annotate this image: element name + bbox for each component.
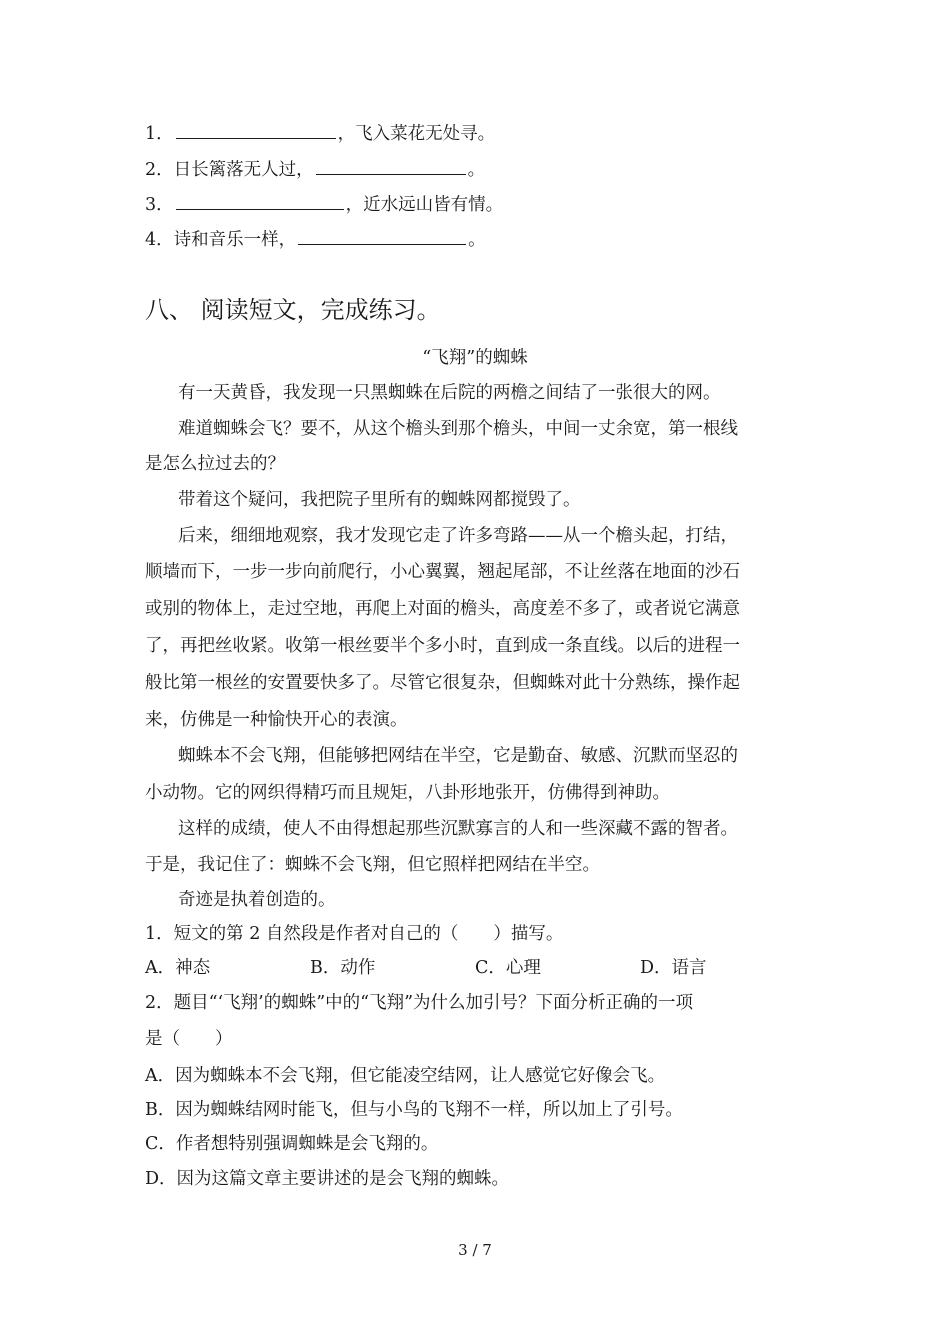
article-title: “飞翔”的蜘蛛 [422, 348, 528, 368]
page-number: 3 / 7 [458, 1241, 492, 1259]
paragraph-line: 是怎么拉过去的？ [145, 454, 285, 474]
question-1-option-d[interactable]: D．语言 [640, 958, 707, 978]
paragraph-line: 或别的物体上，走过空地，再爬上对面的檐头，高度差不多了，或者说它满意 [145, 599, 740, 619]
fill-in-item-4 [145, 228, 805, 252]
fill-in-item-2 [145, 158, 805, 182]
paragraph-line: 这样的成绩，使人不由得想起那些沉默寡言的人和一些深藏不露的智者。 [178, 819, 738, 839]
question-1-option-c[interactable]: C．心理 [475, 958, 541, 978]
question-2-stem: 2．题目“‘飞翔’的蜘蛛”中的“飞翔”为什么加引号？下面分析正确的一项 [145, 993, 694, 1013]
question-1-option-a[interactable]: A．神态 [145, 958, 211, 978]
answer-blank[interactable] [298, 228, 466, 245]
fill-in-item-1 [145, 122, 805, 146]
paragraph-line: 了，再把丝收紧。收第一根丝要半个多小时，直到成一条直线。以后的进程一 [145, 636, 740, 656]
item-number: 1． [145, 124, 174, 144]
item-number: 3． [145, 195, 174, 215]
question-1-option-b[interactable]: B．动作 [310, 958, 376, 978]
section-heading: 八、 阅读短文，完成练习。 [145, 296, 441, 324]
item-text: ，飞入菜花无处寻。 [337, 124, 496, 144]
item-text: ，近水远山皆有情。 [345, 195, 504, 215]
question-2-option-c[interactable]: C．作者想特别强调蜘蛛是会飞翔的。 [145, 1134, 439, 1154]
question-2-stem-cont: 是（ ） [145, 1029, 233, 1049]
paragraph-line: 奇迹是执着创造的。 [178, 890, 336, 910]
question-1-stem: 1．短文的第 2 自然段是作者对自己的（ ）描写。 [145, 924, 564, 944]
fill-in-item-3 [145, 193, 805, 217]
paragraph-line: 带着这个疑问，我把院子里所有的蜘蛛网都搅毁了。 [178, 490, 581, 510]
item-text: 4．诗和音乐一样， [145, 230, 297, 250]
answer-blank[interactable] [316, 158, 466, 175]
answer-blank[interactable] [176, 122, 336, 139]
paragraph-line: 蜘蛛本不会飞翔，但能够把网结在半空，它是勤奋、敏感、沉默而坚忍的 [178, 746, 738, 766]
paragraph-line: 难道蜘蛛会飞？要不，从这个檐头到那个檐头，中间一丈余宽，第一根线 [178, 419, 738, 439]
question-2-option-b[interactable]: B．因为蜘蛛结网时能飞，但与小鸟的飞翔不一样，所以加上了引号。 [145, 1100, 683, 1120]
paragraph-line: 后来，细细地观察，我才发现它走了许多弯路——从一个檐头起，打结， [178, 526, 738, 546]
item-end: 。 [468, 230, 486, 250]
item-end: 。 [467, 160, 486, 180]
paragraph-line: 来，仿佛是一种愉快开心的表演。 [145, 710, 408, 730]
paragraph-line: 于是，我记住了：蜘蛛不会飞翔，但它照样把网结在半空。 [145, 855, 600, 875]
question-2-option-a[interactable]: A．因为蜘蛛本不会飞翔，但它能凌空结网，让人感觉它好像会飞。 [145, 1066, 666, 1086]
paragraph-line: 顺墙而下，一步一步向前爬行，小心翼翼，翘起尾部，不让丝落在地面的沙石 [145, 562, 740, 582]
question-2-option-d[interactable]: D．因为这篇文章主要讲述的是会飞翔的蜘蛛。 [145, 1169, 510, 1189]
item-text: 2．日长篱落无人过， [145, 160, 314, 180]
paragraph-line: 般比第一根丝的安置要快多了。尽管它很复杂，但蜘蛛对此十分熟练，操作起 [145, 673, 740, 693]
paragraph-line: 有一天黄昏，我发现一只黑蜘蛛在后院的两檐之间结了一张很大的网。 [178, 383, 721, 403]
paragraph-line: 小动物。它的网织得精巧而且规矩，八卦形地张开，仿佛得到神助。 [145, 783, 670, 803]
answer-blank[interactable] [176, 193, 344, 210]
